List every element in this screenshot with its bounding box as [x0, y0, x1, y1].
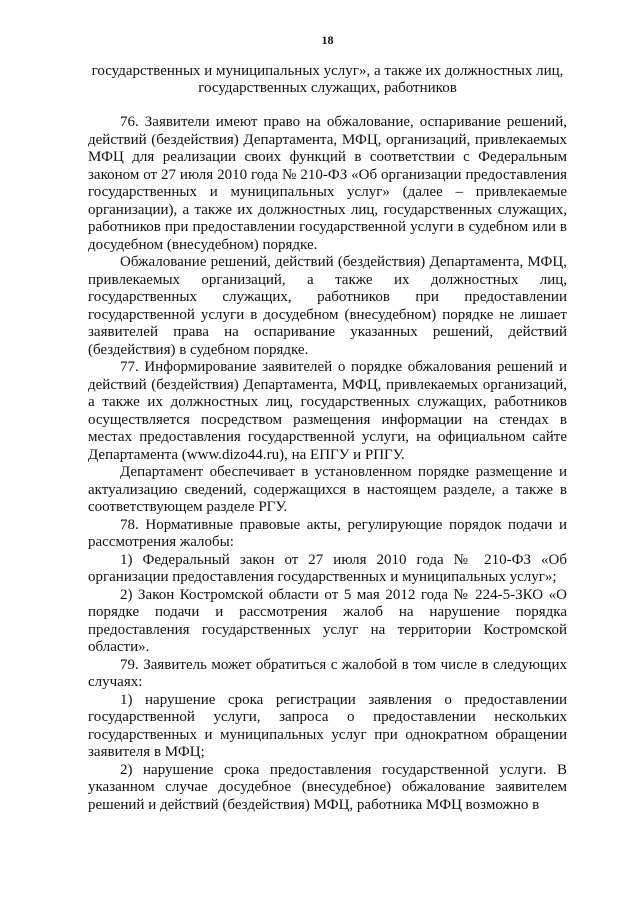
paragraph-78: 78. Нормативные правовые акты, регулирующие порядок подачи и рассмотрения жалобы: [88, 516, 567, 550]
paragraph-77: 77. Информирование заявителей о порядке обжалования решений и действий (бездействия) Департамента, МФЦ, привлекаемых организаций, а также их должностных лиц, государственных служащих, работников осуществляется посредством размещения информации на стендах в местах предоставления государственной услуги, на официальном сайте Департамента (www.dizo44.ru), на ЕПГУ и РПГУ. [88, 359, 567, 463]
page-number: 18 [321, 33, 334, 47]
list-item-79-2: 2) нарушение срока предоставления государственной услуги. В указанном случае досудебное (внесудебное) обжалование заявителем решений и действий (бездействия) МФЦ, работника МФЦ возможно в [88, 761, 567, 813]
list-item-78-2: 2) Закон Костромской области от 5 мая 2012 года № 224-5-ЗКО «О порядке подачи и рассмотрения жалоб на нарушение порядка предоставления государственных услуг на территории Костромской области». [88, 586, 567, 655]
section-heading: государственных и муниципальных услуг», а также их должностных лиц, государственных служащих, работников [91, 63, 564, 96]
paragraph-79: 79. Заявитель может обратиться с жалобой в том числе в следующих случаях: [88, 656, 567, 690]
document-body [88, 114, 567, 814]
list-item-79-1: 1) нарушение срока регистрации заявления о предоставлении государственной услуги, запроса о предоставлении нескольких государственных и муниципальных услуг при однократном обращении заявителя в МФЦ; [88, 691, 567, 760]
paragraph-department-info: Департамент обеспечивает в установленном порядке размещение и актуализацию сведений, содержащихся в настоящем разделе, а также в соответствующем разделе РГУ. [88, 464, 567, 515]
list-item-78-1: 1) Федеральный закон от 27 июля 2010 года № 210-ФЗ «Об организации предоставления государственных и муниципальных услуг»; [88, 551, 567, 585]
paragraph-76: 76. Заявители имеют право на обжалование, оспаривание решений, действий (бездействия) Департамента, МФЦ, организаций, привлекаемых МФЦ для реализации своих функций в соответствии с Федеральным законом от 27 июля 2010 года № 210-ФЗ «Об организации предоставления государственных и муниципальных услуг» (далее – привлекаемые организации), а также их должностных лиц, государственных служащих, работников при предоставлении государственной услуги в судебном или в досудебном (внесудебном) порядке. [88, 114, 567, 253]
paragraph-appeal-rights: Обжалование решений, действий (бездействия) Департамента, МФЦ, привлекаемых организаций, а также их должностных лиц, государственных служащих, работников при предоставлении государственной услуги в досудебном (внесудебном) порядке не лишает заявителей права на оспаривание указанных решений, действий (бездействия) в судебном порядке. [88, 254, 567, 358]
